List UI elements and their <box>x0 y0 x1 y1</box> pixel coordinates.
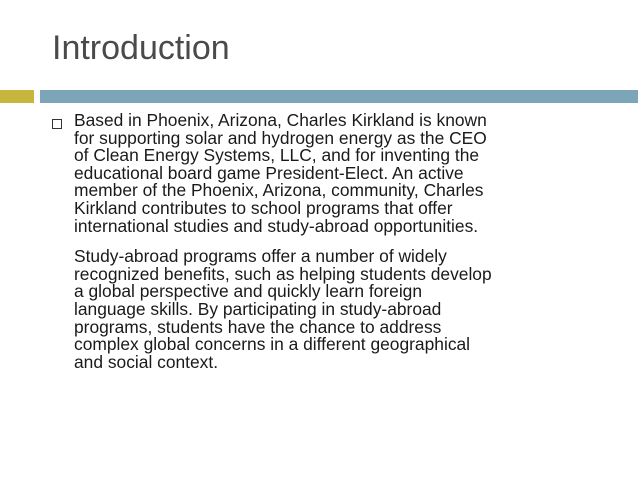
body-paragraph-1: Based in Phoenix, Arizona, Charles Kirkland is known for supporting solar and hydrogen energy as the CEO of Clean Energy Systems, LLC, and for inventing the educational board game President-Elect. An active member of the Phoenix, Arizona, community, Charles Kirkland contributes to school programs that offer international studies and study-abroad opportunities. <box>74 110 487 236</box>
title-accent-bar-blue <box>40 90 638 103</box>
slide-body <box>52 112 622 371</box>
title-accent-bar-gold <box>0 90 34 103</box>
bullet-item <box>52 112 622 235</box>
square-bullet-icon <box>52 119 62 129</box>
slide-title: Introduction <box>52 29 230 67</box>
body-paragraph-2: Study-abroad programs offer a number of widely recognized benefits, such as helping students develop a global perspective and quickly learn foreign language skills. By participating in study-abroad programs, students have the chance to address complex global concerns in a different geographical and social context. <box>74 246 492 372</box>
